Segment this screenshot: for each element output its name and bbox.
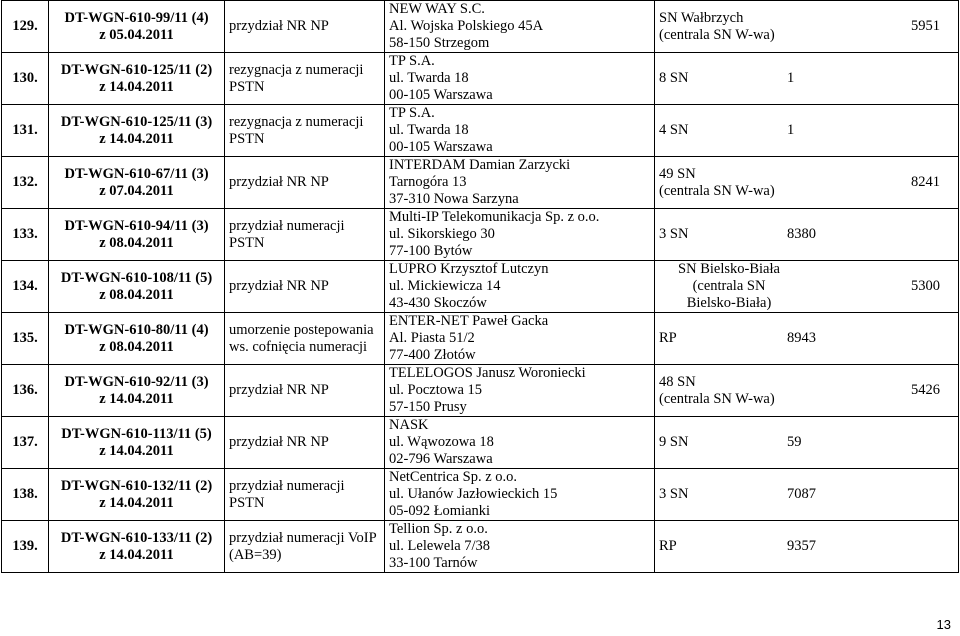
operator-city: 77-100 Bytów (389, 243, 473, 259)
operator-street: ul. Twarda 18 (389, 70, 469, 86)
operator-city: 57-150 Prusy (389, 399, 467, 415)
number-block: 5426 (911, 382, 940, 398)
zone-cell (655, 1, 959, 53)
decision-cell (49, 365, 225, 417)
number-block: 5300 (911, 278, 940, 294)
table-row (2, 105, 959, 157)
zone-cell (655, 157, 959, 209)
operator-name: Tellion Sp. z o.o. (389, 521, 488, 537)
row-number: 134. (2, 261, 49, 313)
decision-date: z 14.04.2011 (99, 494, 174, 511)
operator-name: TP S.A. (389, 53, 435, 69)
resolution: umorzenie postepowania ws. cofnięcia numeracji (225, 313, 385, 365)
number-block: 59 (787, 434, 802, 450)
operator-city: 43-430 Skoczów (389, 295, 487, 311)
zone-cell (655, 105, 959, 157)
resolution: rezygnacja z numeracji PSTN (225, 105, 385, 157)
decision-id: DT-WGN-610-92/11 (3) (64, 373, 209, 390)
table-row (2, 417, 959, 469)
resolution: przydział numeracji PSTN (225, 209, 385, 261)
zone-sub: (centrala SN W-wa) (659, 390, 775, 407)
zone-cell (655, 521, 959, 573)
zone-sub-2: Bielsko-Biała) (686, 295, 772, 311)
resolution: przydział NR NP (225, 365, 385, 417)
operator-street: Tarnogóra 13 (389, 174, 467, 190)
decision-id: DT-WGN-610-99/11 (4) (64, 9, 209, 26)
decision-id: DT-WGN-610-108/11 (5) (60, 269, 213, 286)
decision-date: z 14.04.2011 (99, 442, 174, 459)
number-block: 9357 (787, 538, 816, 554)
operator-city: 00-105 Warszawa (389, 139, 493, 155)
operator-cell (385, 157, 655, 209)
operator-cell (385, 417, 655, 469)
zone-sub: (centrala SN W-wa) (659, 182, 775, 199)
operator-street: ul. Sikorskiego 30 (389, 226, 495, 242)
decision-cell (49, 417, 225, 469)
decision-cell (49, 1, 225, 53)
resolution: przydział numeracji PSTN (225, 469, 385, 521)
operator-cell (385, 1, 655, 53)
row-number: 138. (2, 469, 49, 521)
table-row (2, 261, 959, 313)
operator-cell (385, 365, 655, 417)
zone-sub: (centrala SN (692, 278, 766, 294)
decision-date: z 07.04.2011 (99, 182, 174, 199)
decision-date: z 14.04.2011 (99, 546, 174, 563)
operator-street: Al. Piasta 51/2 (389, 330, 475, 346)
zone-name: SN Bielsko-Biała (678, 261, 780, 277)
zone-cell (655, 469, 959, 521)
decision-cell (49, 157, 225, 209)
decision-cell (49, 209, 225, 261)
number-block: 8241 (911, 174, 940, 190)
operator-city: 05-092 Łomianki (389, 503, 491, 519)
number-block: 1 (787, 122, 795, 138)
operator-cell (385, 521, 655, 573)
operator-name: Multi-IP Telekomunikacja Sp. z o.o. (389, 209, 600, 225)
zone-cell (655, 313, 959, 365)
operator-cell (385, 313, 655, 365)
operator-city: 33-100 Tarnów (389, 555, 478, 571)
operator-cell (385, 469, 655, 521)
zone-name: RP (659, 330, 677, 346)
table-row (2, 313, 959, 365)
zone-name: RP (659, 538, 677, 554)
operator-name: TELELOGOS Janusz Woroniecki (389, 365, 586, 381)
operator-name: TP S.A. (389, 105, 435, 121)
decision-id: DT-WGN-610-94/11 (3) (64, 217, 209, 234)
number-block: 8943 (787, 330, 816, 346)
row-number: 129. (2, 1, 49, 53)
resolution: przydział NR NP (225, 417, 385, 469)
resolution: przydział NR NP (225, 157, 385, 209)
zone-cell (655, 53, 959, 105)
decision-id: DT-WGN-610-125/11 (3) (60, 113, 213, 130)
operator-name: INTERDAM Damian Zarzycki (389, 157, 571, 173)
operator-name: NASK (389, 417, 429, 433)
operator-street: ul. Twarda 18 (389, 122, 469, 138)
resolution: rezygnacja z numeracji PSTN (225, 53, 385, 105)
operator-cell (385, 209, 655, 261)
operator-name: NEW WAY S.C. (389, 1, 485, 17)
zone-name: 3 SN (659, 226, 689, 242)
row-number: 131. (2, 105, 49, 157)
decision-id: DT-WGN-610-113/11 (5) (61, 425, 212, 442)
row-number: 135. (2, 313, 49, 365)
operator-street: ul. Mickiewicza 14 (389, 278, 501, 294)
operator-name: NetCentrica Sp. z o.o. (389, 469, 518, 485)
operator-street: ul. Ułanów Jazłowieckich 15 (389, 486, 558, 502)
operator-street: ul. Wąwozowa 18 (389, 434, 494, 450)
number-block: 1 (787, 70, 795, 86)
operator-city: 02-796 Warszawa (389, 451, 493, 467)
table-row (2, 469, 959, 521)
decision-date: z 08.04.2011 (99, 286, 174, 303)
resolution: przydział NR NP (225, 1, 385, 53)
resolution: przydział NR NP (225, 261, 385, 313)
table-row (2, 521, 959, 573)
operator-street: Al. Wojska Polskiego 45A (389, 18, 544, 34)
operator-cell (385, 105, 655, 157)
row-number: 137. (2, 417, 49, 469)
zone-cell (655, 417, 959, 469)
page-number: 13 (936, 617, 951, 632)
decision-date: z 14.04.2011 (99, 130, 174, 147)
number-block: 7087 (787, 486, 816, 502)
row-number: 139. (2, 521, 49, 573)
zone-name: 4 SN (659, 122, 689, 138)
decision-id: DT-WGN-610-133/11 (2) (60, 529, 213, 546)
zone-sub: (centrala SN W-wa) (659, 26, 775, 43)
decision-cell (49, 469, 225, 521)
zone-name: 3 SN (659, 486, 689, 502)
decision-id: DT-WGN-610-80/11 (4) (64, 321, 209, 338)
operator-name: LUPRO Krzysztof Lutczyn (389, 261, 549, 277)
number-block: 8380 (787, 226, 816, 242)
decision-cell (49, 261, 225, 313)
decision-id: DT-WGN-610-67/11 (3) (64, 165, 209, 182)
decision-id: DT-WGN-610-132/11 (2) (60, 477, 213, 494)
table-row (2, 53, 959, 105)
operator-city: 77-400 Złotów (389, 347, 476, 363)
operator-city: 37-310 Nowa Sarzyna (389, 191, 519, 207)
decision-cell (49, 521, 225, 573)
decision-date: z 08.04.2011 (99, 234, 174, 251)
decision-cell (49, 105, 225, 157)
table-row (2, 157, 959, 209)
zone-cell (655, 365, 959, 417)
zone-cell (655, 261, 959, 313)
operator-street: ul. Pocztowa 15 (389, 382, 483, 398)
decision-cell (49, 313, 225, 365)
operator-cell (385, 261, 655, 313)
table-row (2, 365, 959, 417)
numbering-decisions-table (1, 0, 959, 573)
zone-cell (655, 209, 959, 261)
decision-cell (49, 53, 225, 105)
zone-name: SN Wałbrzych (659, 9, 744, 26)
operator-city: 00-105 Warszawa (389, 87, 493, 103)
table-row (2, 209, 959, 261)
number-block: 5951 (911, 18, 940, 34)
decision-date: z 14.04.2011 (99, 78, 174, 95)
row-number: 130. (2, 53, 49, 105)
decision-date: z 05.04.2011 (99, 26, 174, 43)
row-number: 133. (2, 209, 49, 261)
table-row (2, 1, 959, 53)
zone-name: 49 SN (659, 165, 696, 182)
row-number: 136. (2, 365, 49, 417)
operator-name: ENTER-NET Paweł Gacka (389, 313, 549, 329)
resolution: przydział numeracji VoIP (AB=39) (225, 521, 385, 573)
decision-id: DT-WGN-610-125/11 (2) (60, 61, 213, 78)
row-number: 132. (2, 157, 49, 209)
zone-name: 9 SN (659, 434, 689, 450)
decision-date: z 14.04.2011 (99, 390, 174, 407)
decision-date: z 08.04.2011 (99, 338, 174, 355)
zone-name: 8 SN (659, 70, 689, 86)
operator-street: ul. Lelewela 7/38 (389, 538, 491, 554)
zone-name: 48 SN (659, 373, 696, 390)
operator-cell (385, 53, 655, 105)
operator-city: 58-150 Strzegom (389, 35, 490, 51)
